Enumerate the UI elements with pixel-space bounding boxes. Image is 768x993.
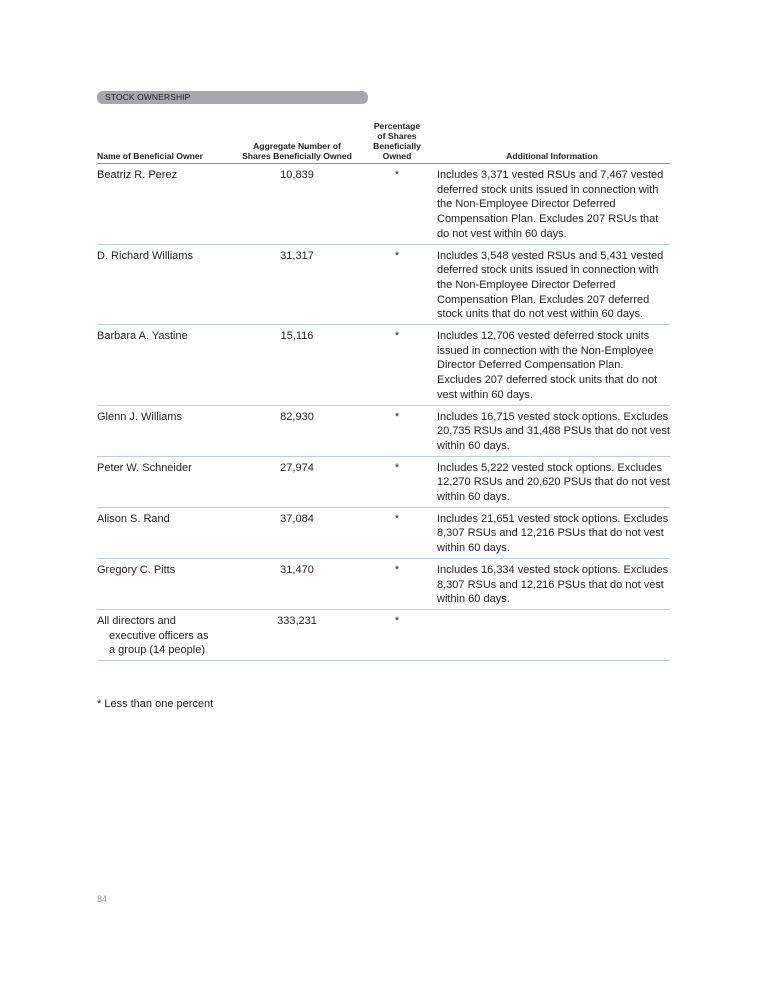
percentage-owned: * (360, 507, 434, 558)
owner-name-line: D. Richard Williams (97, 249, 193, 262)
header-percentage-line: of Shares (377, 131, 417, 141)
header-info-label: Additional Information (506, 151, 598, 161)
aggregate-shares: 37,084 (234, 507, 360, 558)
additional-info: Includes 3,371 vested RSUs and 7,467 vested deferred stock units issued in connection with the Non-Employee Director Deferred Compensation Plan. Excludes 207 RSUs that do not vest within 60 days. (434, 164, 670, 245)
table-row (97, 244, 670, 325)
header-percentage-line: Owned (382, 151, 412, 161)
table-row (97, 164, 670, 245)
header-name (97, 121, 234, 164)
owner-name (97, 164, 234, 245)
owner-name (97, 244, 234, 325)
header-aggregate-line: Shares Beneficially Owned (242, 151, 352, 161)
percentage-owned: * (360, 456, 434, 507)
additional-info: Includes 3,548 vested RSUs and 5,431 vested deferred stock units issued in connection with the Non-Employee Director Deferred Compensation Plan. Excludes 207 deferred stock units that do not vest within 60 days. (434, 244, 670, 325)
footnote: * Less than one percent (97, 698, 214, 710)
stock-ownership-table (97, 121, 670, 661)
header-row (97, 121, 670, 164)
table-row (97, 325, 670, 406)
table-row (97, 456, 670, 507)
page-number: 84 (97, 894, 108, 904)
additional-info: Includes 12,706 vested deferred stock units issued in connection with the Non-Employee Director Deferred Compensation Plan. Excludes 207 deferred stock units that do not vest within 60 days. (434, 325, 670, 406)
percentage-owned: * (360, 405, 434, 456)
owner-name-line: Glenn J. Williams (97, 410, 182, 423)
percentage-owned: * (360, 325, 434, 406)
owner-name-line: Peter W. Schneider (97, 461, 192, 474)
aggregate-shares: 10,839 (234, 164, 360, 245)
table-row (97, 558, 670, 609)
owner-name (97, 325, 234, 406)
aggregate-shares: 15,116 (234, 325, 360, 406)
table-row (97, 405, 670, 456)
owner-name-line: Barbara A. Yastine (97, 330, 188, 343)
header-percentage (360, 121, 434, 164)
additional-info: Includes 16,715 vested stock options. Excludes 20,735 RSUs and 31,488 PSUs that do not vest within 60 days. (434, 405, 670, 456)
table-header (97, 121, 670, 164)
header-percentage-line: Percentage (373, 121, 421, 131)
owner-name-line: Beatriz R. Perez (97, 169, 178, 181)
header-aggregate-line: Aggregate Number of (253, 141, 341, 151)
header-percentage-line: Beneficially (373, 141, 421, 151)
table-row-group-total (97, 609, 670, 660)
header-name-label: Name of Beneficial Owner (97, 151, 204, 161)
table-body (97, 164, 670, 661)
percentage-owned: * (360, 558, 434, 609)
additional-info (434, 609, 670, 660)
percentage-owned: * (360, 164, 434, 245)
aggregate-shares: 31,317 (234, 244, 360, 325)
section-header-bar (97, 91, 368, 104)
percentage-owned: * (360, 244, 434, 325)
owner-name (97, 405, 234, 456)
header-info (434, 121, 670, 164)
owner-name-line: Gregory C. Pitts (97, 563, 176, 576)
owner-name-line: executive officers as (109, 629, 209, 642)
additional-info: Includes 16,334 vested stock options. Excludes 8,307 RSUs and 12,216 PSUs that do not vest within 60 days. (434, 558, 670, 609)
owner-name-line: All directors and (97, 614, 176, 627)
aggregate-shares: 31,470 (234, 558, 360, 609)
table-row (97, 507, 670, 558)
owner-name-line: a group (14 people) (109, 644, 206, 657)
additional-info: Includes 21,651 vested stock options. Excludes 8,307 RSUs and 12,216 PSUs that do not vest within 60 days. (434, 507, 670, 558)
owner-name (97, 507, 234, 558)
aggregate-shares: 27,974 (234, 456, 360, 507)
header-aggregate (234, 121, 360, 164)
aggregate-shares: 82,930 (234, 405, 360, 456)
owner-name (97, 609, 234, 660)
percentage-owned: * (360, 609, 434, 660)
aggregate-shares: 333,231 (234, 609, 360, 660)
additional-info: Includes 5,222 vested stock options. Excludes 12,270 RSUs and 20,620 PSUs that do not vest within 60 days. (434, 456, 670, 507)
owner-name (97, 558, 234, 609)
owner-name (97, 456, 234, 507)
owner-name-line: Alison S. Rand (97, 512, 170, 525)
section-title: STOCK OWNERSHIP (105, 92, 191, 102)
